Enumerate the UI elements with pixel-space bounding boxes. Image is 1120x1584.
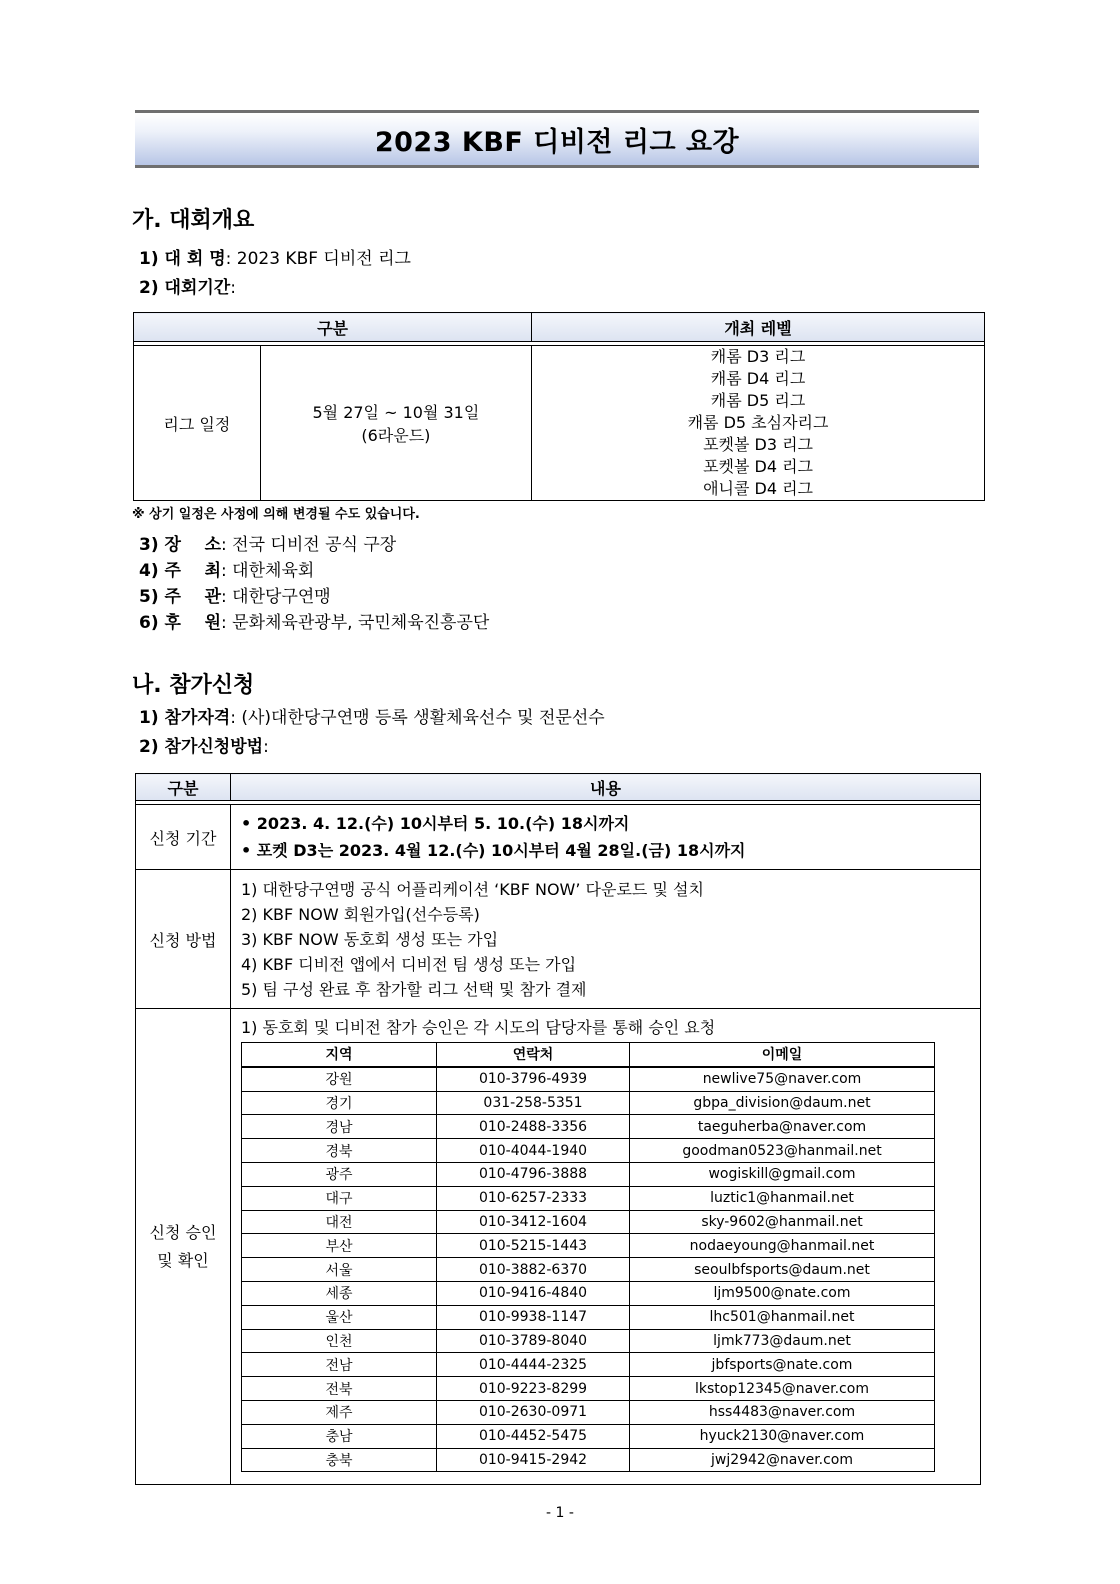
contact-phone: 010-9223-8299: [437, 1377, 630, 1401]
contact-email: ljm9500@nate.com: [630, 1281, 935, 1305]
contact-row: [242, 1186, 935, 1210]
contact-region: 전북: [242, 1377, 437, 1401]
item-competition-name: [139, 244, 411, 269]
period-label: 신청 기간: [136, 805, 231, 870]
approval-intro: 1) 동호회 및 디비전 참가 승인은 각 시도의 담당자를 통해 승인 요청: [241, 1018, 716, 1037]
contacts-header-email: 이메일: [630, 1043, 935, 1067]
page-number: - 1 -: [546, 1505, 574, 1521]
schedule-change-note: ※ 상기 일정은 사정에 의해 변경될 수도 있습니다.: [132, 507, 420, 522]
item-label: 2) 참가신청방법: [139, 737, 264, 757]
contact-phone: 010-9938-1147: [437, 1305, 630, 1329]
contact-region: 전남: [242, 1353, 437, 1377]
contact-phone: 010-4444-2325: [437, 1353, 630, 1377]
method-step: 2) KBF NOW 회원가입(선수등록): [241, 904, 480, 924]
contact-region: 경남: [242, 1115, 437, 1139]
item-value: : 전국 디비전 공식 구장: [221, 535, 397, 555]
schedule-table: [133, 312, 985, 501]
contact-phone: 010-4044-1940: [437, 1139, 630, 1163]
application-method-row: [136, 870, 981, 1009]
contact-region: 대구: [242, 1186, 437, 1210]
period-line: • 포켓 D3는 2023. 4월 12.(수) 10시부터 4월 28일.(금) 18시까지: [241, 841, 746, 860]
method-label: 신청 방법: [136, 870, 231, 1009]
contact-phone: 010-5215-1443: [437, 1234, 630, 1258]
contact-row: [242, 1400, 935, 1424]
schedule-header-row: [134, 313, 985, 342]
section-overview-title: 가. 대회개요: [132, 208, 255, 233]
contact-region: 인천: [242, 1329, 437, 1353]
contact-row: [242, 1281, 935, 1305]
contact-email: gbpa_division@daum.net: [630, 1091, 935, 1115]
method-step: 4) KBF 디비전 앱에서 디비전 팀 생성 또는 가입: [241, 954, 577, 974]
method-step: 5) 팀 구성 완료 후 참가할 리그 선택 및 참가 결제: [241, 979, 587, 999]
approval-label: [136, 1009, 231, 1485]
item-host: [139, 556, 314, 581]
contact-phone: 010-9415-2942: [437, 1448, 630, 1472]
item-organizer: [139, 582, 331, 607]
contact-email: lhc501@hanmail.net: [630, 1305, 935, 1329]
schedule-dates: 5월 27일 ~ 10월 31일: [312, 403, 480, 422]
item-value: : 문화체육관광부, 국민체육진흥공단: [221, 613, 490, 633]
method-step: 3) KBF NOW 동호회 생성 또는 가입: [241, 929, 499, 949]
contact-row: [242, 1258, 935, 1282]
item-venue: [139, 530, 396, 555]
approval-label-line2: 및 확인: [157, 1250, 209, 1270]
contact-region: 부산: [242, 1234, 437, 1258]
schedule-row: [134, 346, 985, 501]
contact-row: [242, 1115, 935, 1139]
section-application-title: 나. 참가신청: [132, 673, 255, 698]
period-content: [231, 805, 981, 870]
contact-phone: 010-3796-4939: [437, 1067, 630, 1091]
schedule-dates-cell: [260, 346, 531, 501]
item-label: 1) 참가자격: [139, 708, 231, 728]
contact-phone: 010-4452-5475: [437, 1424, 630, 1448]
contact-email: hyuck2130@naver.com: [630, 1424, 935, 1448]
contact-region: 강원: [242, 1067, 437, 1091]
item-label: 6) 후 원: [139, 613, 222, 633]
contact-row: [242, 1448, 935, 1472]
contact-region: 서울: [242, 1258, 437, 1282]
contact-phone: 010-6257-2333: [437, 1186, 630, 1210]
schedule-levels-cell: [532, 346, 985, 501]
contact-email: ljmk773@daum.net: [630, 1329, 935, 1353]
item-value: :: [230, 278, 236, 298]
item-label: 4) 주 최: [139, 561, 222, 581]
contact-email: wogiskill@gmail.com: [630, 1162, 935, 1186]
contact-region: 경기: [242, 1091, 437, 1115]
item-apply-method: [139, 732, 269, 757]
approval-label-line1: 신청 승인: [149, 1222, 217, 1242]
contact-phone: 010-9416-4840: [437, 1281, 630, 1305]
item-label: 5) 주 관: [139, 587, 222, 607]
contact-email: taeguherba@naver.com: [630, 1115, 935, 1139]
contacts-table: [241, 1042, 935, 1472]
method-content: [231, 870, 981, 1009]
schedule-rounds: (6라운드): [361, 426, 431, 445]
approval-content: [231, 1009, 981, 1485]
document-title: 2023 KBF 디비전 리그 요강: [135, 110, 979, 168]
contact-row: [242, 1162, 935, 1186]
contact-region: 울산: [242, 1305, 437, 1329]
contact-phone: 010-3882-6370: [437, 1258, 630, 1282]
item-value: : 대한당구연맹: [221, 587, 331, 607]
league-level: 캐롬 D5 리그: [710, 391, 806, 410]
contact-region: 광주: [242, 1162, 437, 1186]
contact-phone: 010-2488-3356: [437, 1115, 630, 1139]
application-table: [135, 773, 981, 1485]
contact-email: lkstop12345@naver.com: [630, 1377, 935, 1401]
contact-row: [242, 1139, 935, 1163]
application-header-category: 구분: [136, 774, 231, 801]
schedule-header-level: 개최 레벨: [532, 313, 985, 342]
contact-email: goodman0523@hanmail.net: [630, 1139, 935, 1163]
contact-region: 세종: [242, 1281, 437, 1305]
contact-row: [242, 1234, 935, 1258]
league-level: 포켓볼 D3 리그: [703, 435, 814, 454]
league-level: 캐롬 D3 리그: [710, 347, 806, 366]
contact-row: [242, 1377, 935, 1401]
item-label: 2) 대회기간: [139, 278, 231, 298]
contact-phone: 010-2630-0971: [437, 1400, 630, 1424]
item-value: :: [263, 737, 269, 757]
contact-row: [242, 1305, 935, 1329]
league-level: 애니콜 D4 리그: [703, 479, 814, 498]
contact-email: hss4483@naver.com: [630, 1400, 935, 1424]
contact-phone: 010-4796-3888: [437, 1162, 630, 1186]
application-header-row: [136, 774, 981, 801]
application-approval-row: [136, 1009, 981, 1485]
contact-region: 대전: [242, 1210, 437, 1234]
contact-email: newlive75@naver.com: [630, 1067, 935, 1091]
contact-phone: 031-258-5351: [437, 1091, 630, 1115]
item-value: : 대한체육회: [221, 561, 315, 581]
contact-email: luztic1@hanmail.net: [630, 1186, 935, 1210]
item-eligibility: [139, 703, 605, 728]
contact-row: [242, 1067, 935, 1091]
contact-row: [242, 1353, 935, 1377]
contact-row: [242, 1329, 935, 1353]
period-line: • 2023. 4. 12.(수) 10시부터 5. 10.(수) 18시까지: [241, 814, 630, 833]
contact-phone: 010-3789-8040: [437, 1329, 630, 1353]
contact-row: [242, 1210, 935, 1234]
contact-row: [242, 1424, 935, 1448]
application-header-content: 내용: [231, 774, 981, 801]
contact-region: 제주: [242, 1400, 437, 1424]
league-level: 캐롬 D5 초심자리그: [687, 413, 829, 432]
league-level: 캐롬 D4 리그: [710, 369, 806, 388]
contacts-header-row: [242, 1043, 935, 1067]
item-label: 1) 대 회 명: [139, 249, 226, 269]
contact-email: sky-9602@hanmail.net: [630, 1210, 935, 1234]
contact-phone: 010-3412-1604: [437, 1210, 630, 1234]
method-step: 1) 대한당구연맹 공식 어플리케이션 ‘KBF NOW’ 다운로드 및 설치: [241, 879, 704, 899]
item-competition-period: [139, 273, 236, 298]
item-sponsor: [139, 608, 489, 633]
contact-email: nodaeyoung@hanmail.net: [630, 1234, 935, 1258]
league-level: 포켓볼 D4 리그: [703, 457, 814, 476]
contact-region: 충북: [242, 1448, 437, 1472]
contact-email: seoulbfsports@daum.net: [630, 1258, 935, 1282]
contact-email: jwj2942@naver.com: [630, 1448, 935, 1472]
contact-region: 경북: [242, 1139, 437, 1163]
application-period-row: [136, 805, 981, 870]
contact-row: [242, 1091, 935, 1115]
schedule-header-category: 구분: [134, 313, 532, 342]
contacts-header-phone: 연락처: [437, 1043, 630, 1067]
item-value: : 2023 KBF 디비전 리그: [225, 249, 411, 269]
contact-region: 충남: [242, 1424, 437, 1448]
contact-email: jbfsports@nate.com: [630, 1353, 935, 1377]
contacts-header-region: 지역: [242, 1043, 437, 1067]
item-value: : (사)대한당구연맹 등록 생활체육선수 및 전문선수: [230, 708, 605, 728]
item-label: 3) 장 소: [139, 535, 222, 555]
schedule-row-label: 리그 일정: [134, 346, 261, 501]
